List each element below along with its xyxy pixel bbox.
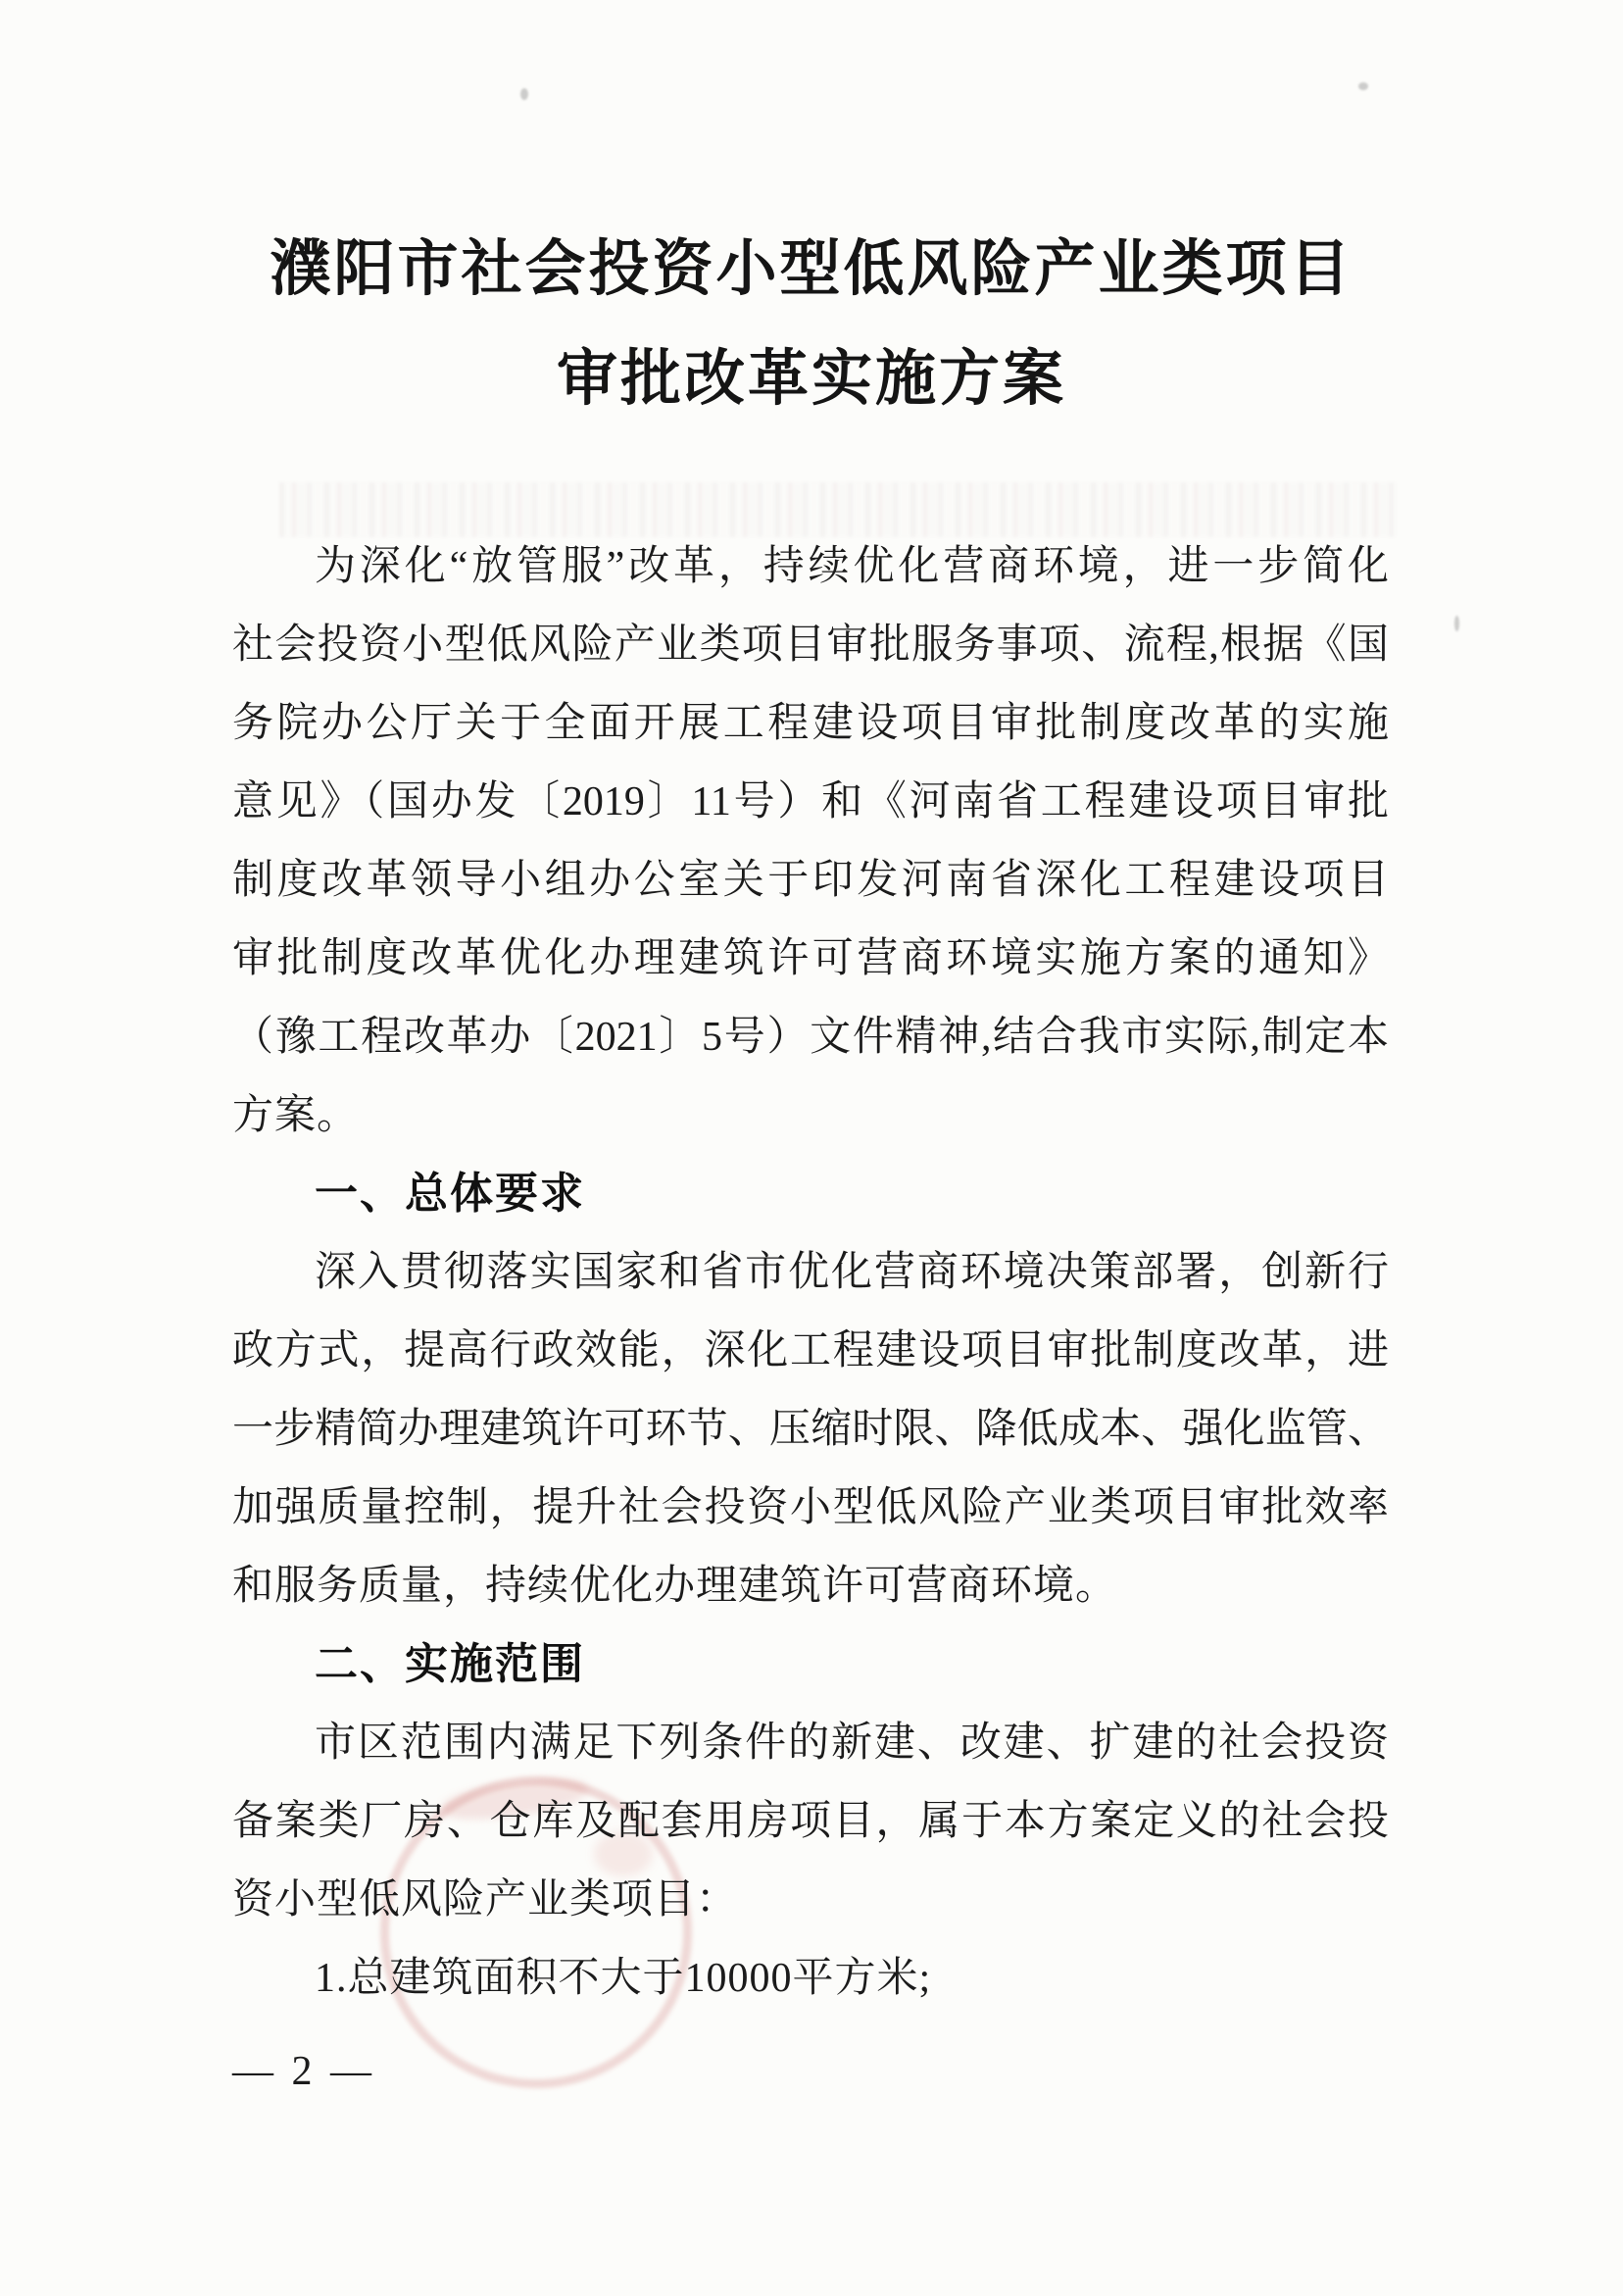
scan-speck [1454, 616, 1459, 631]
text-line: （豫工程改革办〔2021〕5号）文件精神,结合我市实际,制定本 [232, 1015, 1389, 1060]
page-number: — 2 — [232, 2049, 375, 2094]
text-line: 市区范围内满足下列条件的新建、改建、扩建的社会投资 [315, 1721, 1389, 1766]
text-line: 务院办公厅关于全面开展工程建设项目审批制度改革的实施 [232, 701, 1389, 746]
document-title-line1: 濮阳市社会投资小型低风险产业类项目 [270, 236, 1353, 303]
text-line: 为深化“放管服”改革，持续优化营商环境，进一步简化 [315, 544, 1389, 589]
text-line: 1.总建筑面积不大于10000平方米; [315, 1956, 932, 2001]
text-line: 资小型低风险产业类项目： [232, 1877, 739, 1922]
scan-speck [1358, 82, 1368, 90]
text-line: 政方式，提高行政效能，深化工程建设项目审批制度改革，进 [232, 1328, 1389, 1373]
scan-speck [520, 88, 528, 100]
text-line: 备案类厂房、仓库及配套用房项目，属于本方案定义的社会投 [232, 1799, 1389, 1844]
text-line: 意见》（国办发〔2019〕11号）和《河南省工程建设项目审批 [232, 779, 1389, 824]
text-line: 和服务质量，持续优化办理建筑许可营商环境。 [232, 1564, 1118, 1609]
text-line: 一步精简办理建筑许可环节、压缩时限、降低成本、强化监管、 [232, 1407, 1389, 1452]
document-body [232, 527, 1389, 2018]
text-line: 方案。 [232, 1093, 360, 1138]
text-line: 社会投资小型低风险产业类项目审批服务事项、流程,根据《国 [232, 623, 1389, 668]
text-line: 一、总体要求 [315, 1170, 585, 1218]
text-line: 审批制度改革优化办理建筑许可营商环境实施方案的通知》 [232, 936, 1389, 981]
text-line: 制度改革领导小组办公室关于印发河南省深化工程建设项目 [232, 858, 1389, 903]
text-line: 二、实施范围 [315, 1640, 585, 1688]
text-line: 深入贯彻落实国家和省市优化营商环境决策部署，创新行 [315, 1250, 1389, 1295]
document-title-line2: 审批改革实施方案 [556, 346, 1066, 413]
text-line: 加强质量控制，提升社会投资小型低风险产业类项目审批效率 [232, 1485, 1389, 1530]
